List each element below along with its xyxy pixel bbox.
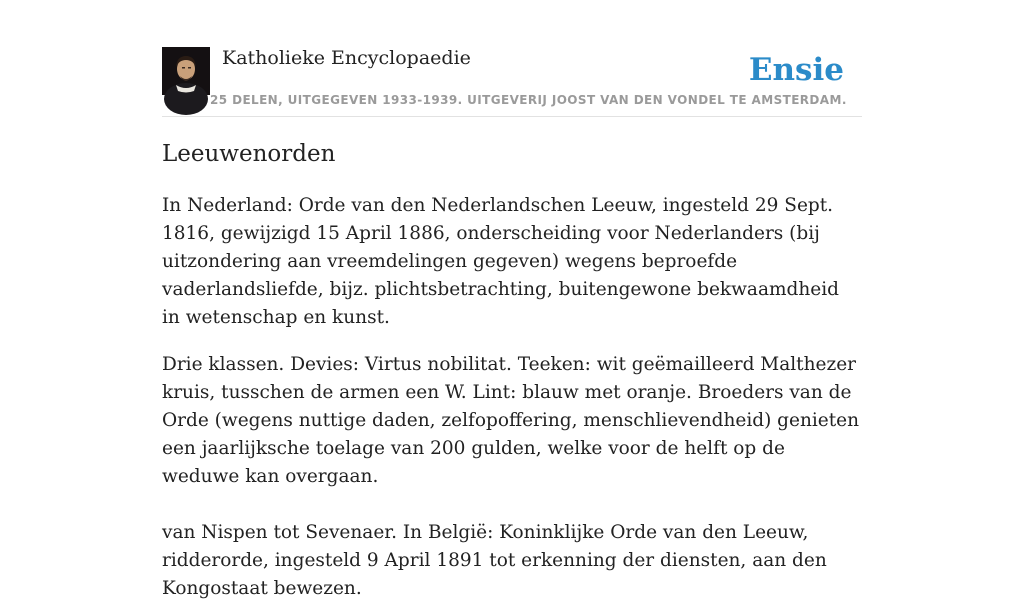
ensie-logo-link[interactable]: Ensie [748, 52, 844, 88]
article-title: Leeuwenorden [162, 141, 336, 167]
source-header [162, 46, 862, 117]
article-paragraph: Drie klassen. Devies: Virtus nobilitat. Teeken: wit geëmailleerd Malthezer kruis, tusschen de armen een W. Lint: blauw met oranje. Broeders van de Orde (wegens nuttige daden, zelfopoffering, menschlievendheid) genieten een jaarlijksche toelage van 200 gulden, welke voor de helft op de weduwe kan overgaan. [162, 354, 860, 487]
source-avatar[interactable] [162, 47, 210, 95]
source-title[interactable]: Katholieke Encyclopaedie [222, 47, 471, 69]
portrait-icon [162, 47, 210, 95]
source-subtitle: 25 DELEN, UITGEGEVEN 1933-1939. UITGEVERIJ JOOST VAN DEN VONDEL TE AMSTERDAM. [210, 93, 847, 107]
article-paragraph: In Nederland: Orde van den Nederlandschen Leeuw, ingesteld 29 Sept. 1816, gewijzigd 15 April 1886, onderscheiding voor Nederlanders (bij uitzondering aan vreemdelingen gegeven) wegens beproefde vaderlandsliefde, bijz. plichtsbetrachting, buitengewone bekwaamdheid in wetenschap en kunst. [162, 195, 840, 328]
article-content [162, 138, 862, 603]
article-paragraph: van Nispen tot Sevenaer. In België: Koninklijke Orde van den Leeuw, ridderorde, ingesteld 9 April 1891 tot erkenning der diensten, aan den Kongostaat bewezen. [162, 522, 827, 599]
